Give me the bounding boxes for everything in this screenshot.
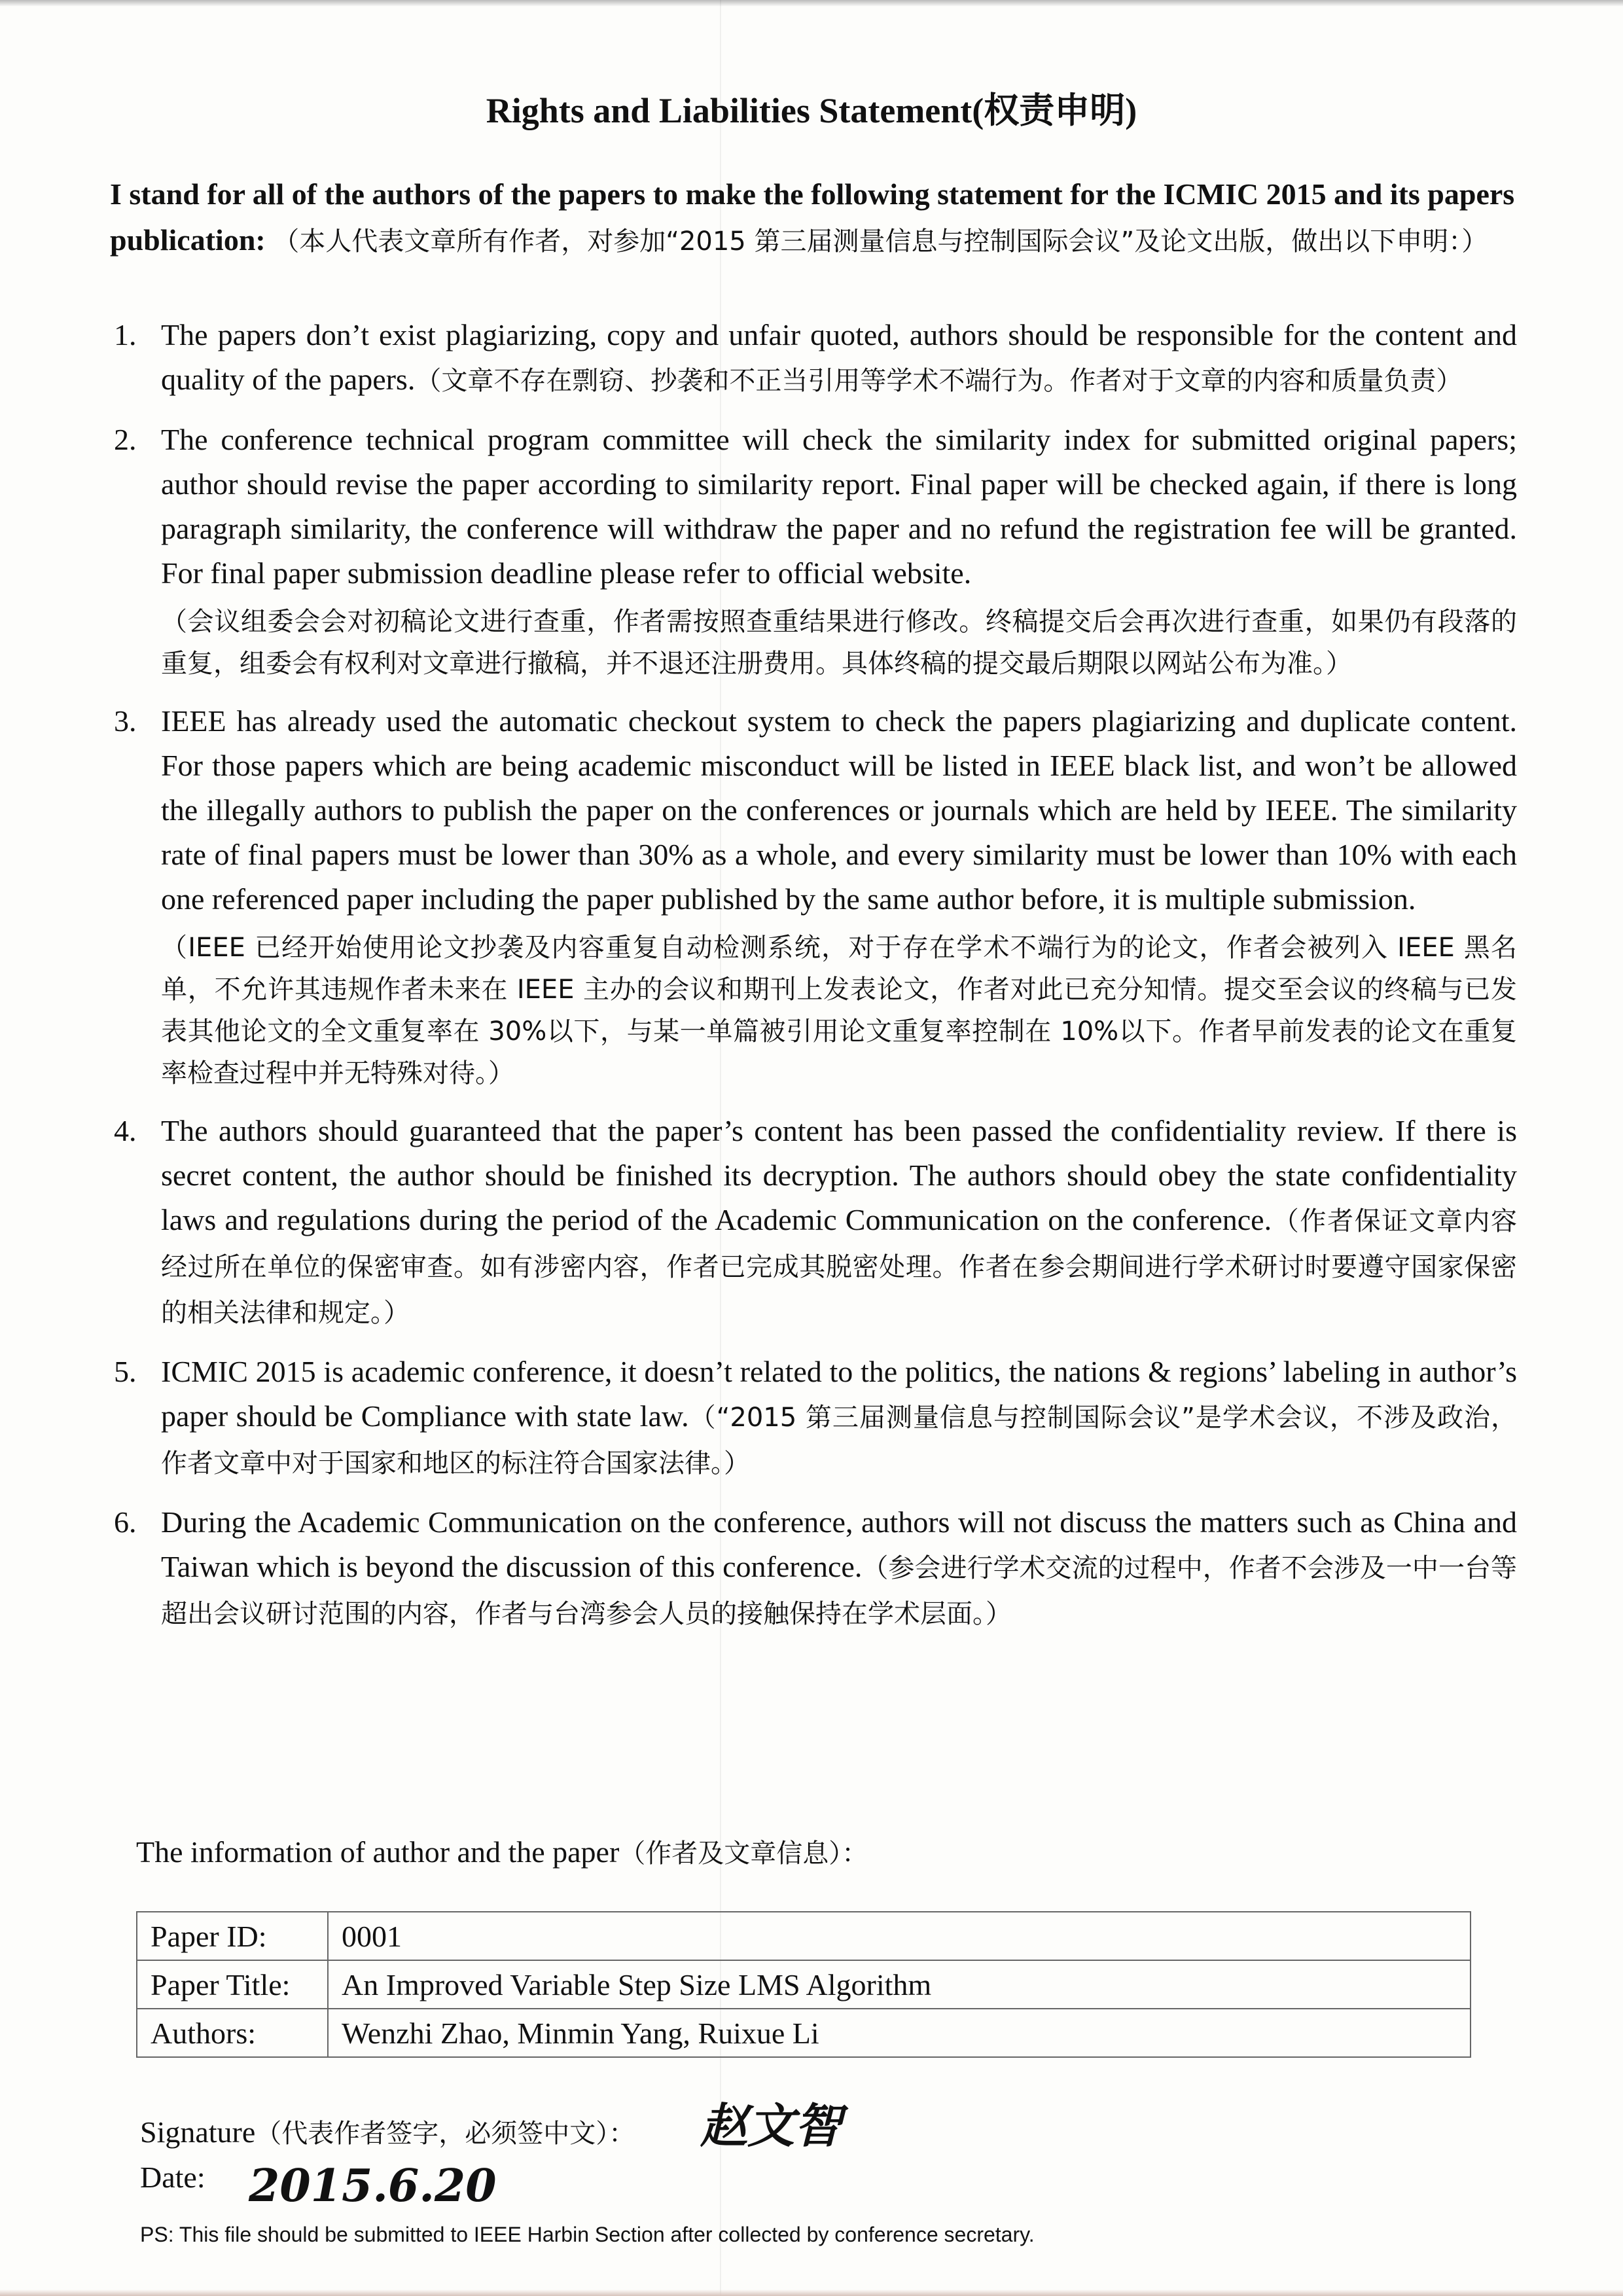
ps-note: PS: This file should be submitted to IEEE Harbin Section after collected by conference secretary. <box>140 2223 1035 2246</box>
info-heading-cn: （作者及文章信息）： <box>619 1839 868 1869</box>
item-text-cn: （“2015 第三届测量信息与控制国际会议”是学术会议，不涉及政治，作者文章中对于国家和地区的标注符合国家法律。） <box>161 1403 1517 1479</box>
table-row <box>137 2009 1471 2057</box>
signature-label-cn: （代表作者签字，必须签中文）： <box>255 2119 635 2149</box>
item-number: 5. <box>114 1355 137 1388</box>
paper-id-label: Paper ID: <box>137 1912 328 1960</box>
handwritten-date: 2015.6.20 <box>249 2160 497 2212</box>
item-number: 1. <box>114 318 137 351</box>
statement-item-5 <box>110 1350 1517 1486</box>
intro-statement <box>110 171 1517 264</box>
intro-text-en: I stand for all of the authors of the papers to make the following statement for the ICMIC 2015 and its papers publication: <box>110 177 1515 257</box>
item-number: 6. <box>114 1505 137 1539</box>
paper-title-value: An Improved Variable Step Size LMS Algorithm <box>328 1960 1471 2009</box>
scan-edge-bottom <box>0 2289 1623 2296</box>
table-row <box>137 1912 1471 1960</box>
page-title: Rights and Liabilities Statement(权责申明) <box>486 91 1137 130</box>
scan-edge-top <box>0 0 1623 7</box>
paper-info-table <box>136 1911 1471 2058</box>
signature-line <box>140 2113 635 2150</box>
item-text-en: ICMIC 2015 is academic conference, it doesn’t related to the politics, the nations & regions’ labeling in author’s paper should be Compliance with state law. <box>161 1355 1517 1433</box>
info-heading <box>136 1833 868 1870</box>
statement-item-6 <box>110 1500 1517 1636</box>
item-number: 3. <box>114 704 137 738</box>
date-label: Date: <box>140 2161 205 2194</box>
info-heading-en: The information of author and the paper <box>136 1835 620 1869</box>
date-line <box>140 2160 205 2195</box>
item-text-cn: （IEEE 已经开始使用论文抄袭及内容重复自动检测系统，对于存在学术不端行为的论文，作者会被列入 IEEE 黑名单，不允许其违规作者未来在 IEEE 主办的会议和期刊上发表论文，作者对此已充分知情。提交至会议的终稿与已发表其他论文的全文重复率在 30%以下，与某一单篇被引用论文重复率控制在 10%以下。作者早前发表的论文在重复率检查过程中并无特殊对待。） <box>161 933 1517 1088</box>
statement-item-1 <box>110 313 1517 403</box>
item-text-en: The authors should guaranteed that the paper’s content has been passed the confidentiality review. If there is secret content, the author should be finished its decryption. The authors should obey the state confidentiality laws and regulations during the period of the Academic Communication on the conference. <box>161 1114 1517 1236</box>
statement-item-4 <box>110 1109 1517 1335</box>
paper-id-value: 0001 <box>328 1912 1471 1960</box>
item-text-en: IEEE has already used the automatic checkout system to check the papers plagiarizing and duplicate content. For those papers which are being academic misconduct will be listed in IEEE black list, and won’t be allowed the illegally authors to publish the paper on the conferences or journals which are held by IEEE. The similarity rate of final papers must be lower than 30% as a whole, and every similarity must be lower than 10% with each one referenced paper including the paper published by the same author before, it is multiple submission. <box>161 704 1517 916</box>
signature-label: Signature <box>140 2115 256 2149</box>
item-text-cn: （文章不存在剽窃、抄袭和不正当引用等学术不端行为。作者对于文章的内容和质量负责） <box>415 366 1463 396</box>
statement-item-3 <box>110 699 1517 1094</box>
paper-title-label: Paper Title: <box>137 1960 328 2009</box>
authors-value: Wenzhi Zhao, Minmin Yang, Ruixue Li <box>328 2009 1471 2057</box>
item-text-cn: （作者保证文章内容经过所在单位的保密审查。如有涉密内容，作者已完成其脱密处理。作者在参会期间进行学术研讨时要遵守国家保密的相关法律和规定。） <box>161 1206 1518 1328</box>
item-number: 2. <box>114 423 137 456</box>
authors-label: Authors: <box>137 2009 328 2057</box>
statement-item-2 <box>110 418 1517 685</box>
item-number: 4. <box>114 1114 137 1147</box>
statement-list <box>110 313 1517 1636</box>
handwritten-signature: 赵文智 <box>700 2098 842 2153</box>
item-text-en: The conference technical program committee will check the similarity index for submitted original papers; author should revise the paper according to similarity report. Final paper will be checked again, if there is long paragraph similarity, the conference will withdraw the paper and no refund the registration fee will be granted. For final paper submission deadline please refer to official website. <box>161 423 1517 590</box>
item-text-en: The papers don’t exist plagiarizing, copy and unfair quoted, authors should be responsible for the content and quality of the papers. <box>161 318 1517 396</box>
intro-text-cn: （本人代表文章所有作者，对参加“2015 第三届测量信息与控制国际会议”及论文出版，做出以下申明：） <box>273 226 1488 257</box>
item-text-cn: （参会进行学术交流的过程中，作者不会涉及一中一台等超出会议研讨范围的内容，作者与台湾参会人员的接触保持在学术层面。） <box>161 1553 1518 1629</box>
item-text-en: During the Academic Communication on the conference, authors will not discuss the matters such as China and Taiwan which is beyond the discussion of this conference. <box>161 1505 1517 1583</box>
item-text-cn: （会议组委会会对初稿论文进行查重，作者需按照查重结果进行修改。终稿提交后会再次进行查重，如果仍有段落的重复，组委会有权利对文章进行撤稿，并不退还注册费用。具体终稿的提交最后期限以网站公布为准。） <box>161 607 1517 679</box>
table-row <box>137 1960 1471 2009</box>
